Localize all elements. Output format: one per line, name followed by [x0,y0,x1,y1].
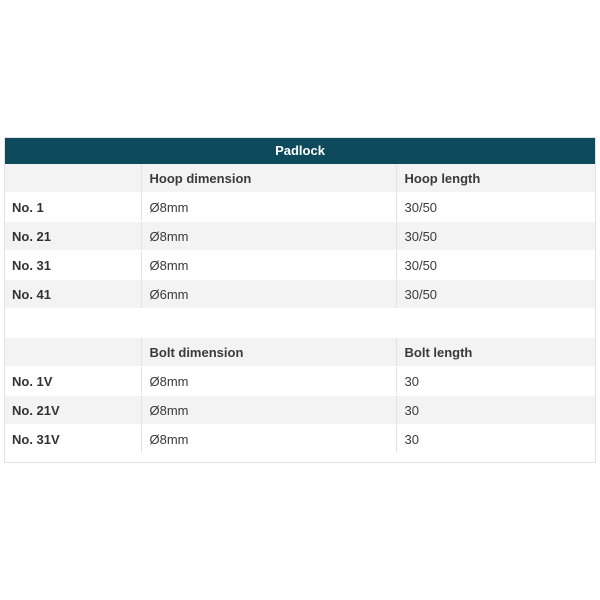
hoop-header-row [4,164,596,193]
length-cell: 30 [396,425,596,454]
model-cell: No. 21 [4,222,141,251]
dimension-cell: Ø8mm [141,396,396,425]
dimension-cell: Ø6mm [141,280,396,309]
table-title: Padlock [4,137,596,164]
spacer-cell [4,309,596,338]
table-spacer-row [4,309,596,338]
model-cell: No. 21V [4,396,141,425]
table-row [4,367,596,396]
table-row [4,396,596,425]
length-cell: 30/50 [396,193,596,222]
hoop-header-model [4,164,141,193]
length-cell: 30/50 [396,251,596,280]
dimension-cell: Ø8mm [141,425,396,454]
model-cell: No. 1 [4,193,141,222]
bolt-dimension-header: Bolt dimension [141,338,396,367]
length-cell: 30 [396,367,596,396]
table-title-row [4,137,596,164]
length-cell: 30/50 [396,280,596,309]
hoop-length-header: Hoop length [396,164,596,193]
bolt-length-header: Bolt length [396,338,596,367]
table-row [4,193,596,222]
model-cell: No. 41 [4,280,141,309]
model-cell: No. 1V [4,367,141,396]
table-row [4,222,596,251]
table-row [4,425,596,454]
dimension-cell: Ø8mm [141,193,396,222]
hoop-dimension-header: Hoop dimension [141,164,396,193]
table-row [4,280,596,309]
dimension-cell: Ø8mm [141,222,396,251]
model-cell: No. 31V [4,425,141,454]
model-cell: No. 31 [4,251,141,280]
length-cell: 30 [396,396,596,425]
bolt-header-model [4,338,141,367]
bolt-header-row [4,338,596,367]
dimension-cell: Ø8mm [141,251,396,280]
length-cell: 30/50 [396,222,596,251]
table-row [4,251,596,280]
padlock-spec-table [4,137,596,454]
dimension-cell: Ø8mm [141,367,396,396]
